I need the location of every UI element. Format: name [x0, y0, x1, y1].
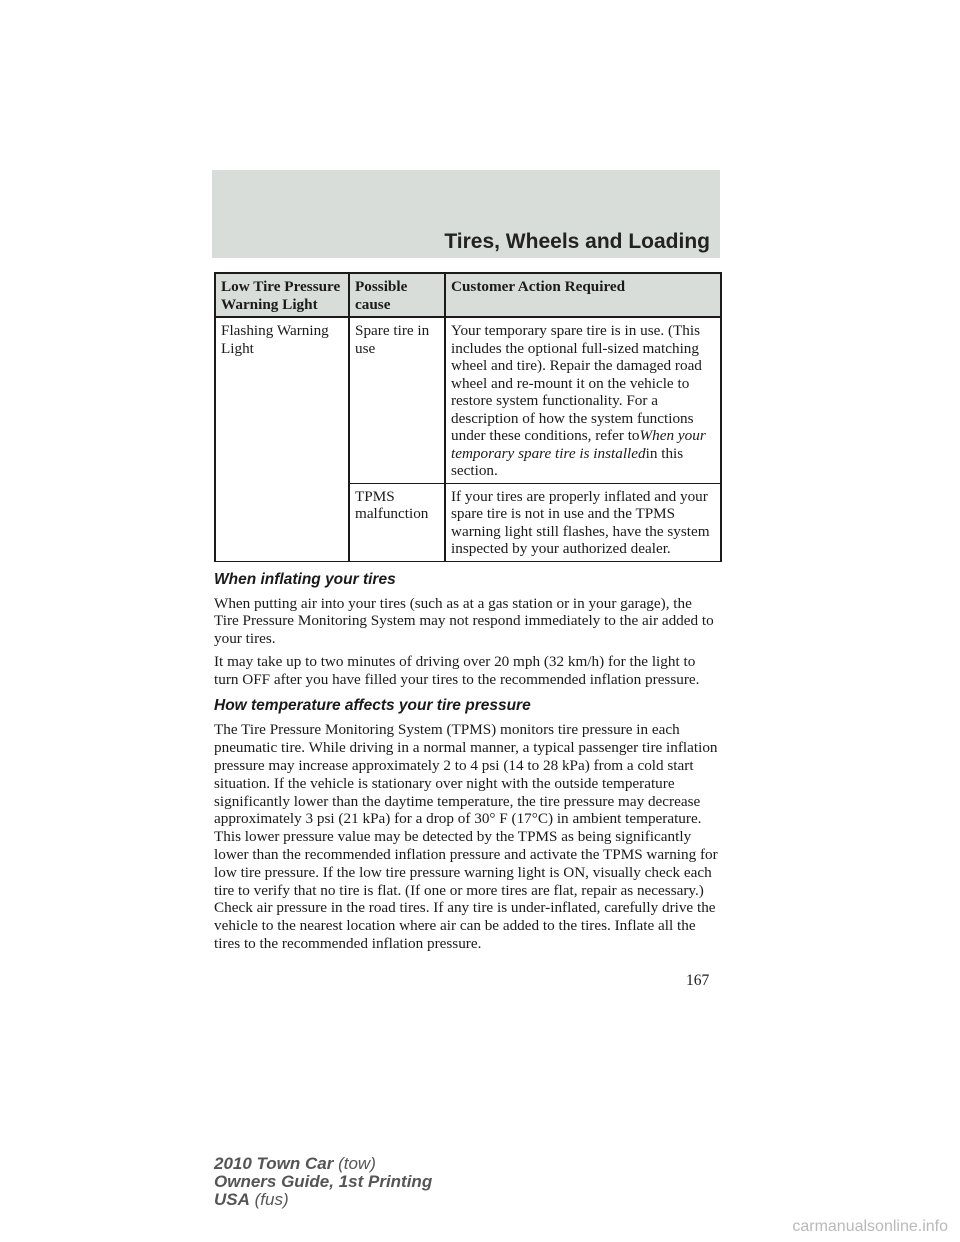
action-spare-tire [445, 317, 721, 483]
action-text: Your temporary spare tire is in use. (This includes the optional full-sized matching wheel and tire). Repair the damaged road wheel and re-mount it on the vehicle to restore system functionality. For a description of how the system functions under these conditions, refer to [451, 322, 702, 444]
header-possible-cause: Possible cause [349, 273, 445, 317]
footer-model: 2010 Town Car [214, 1154, 334, 1173]
table-header-row [215, 273, 721, 317]
cross-reference: When your temporary spare tire is installed [451, 427, 706, 462]
tpms-warning-table [214, 272, 722, 562]
page-content [214, 272, 720, 958]
row-label-flashing: Flashing Warning Light [215, 317, 349, 561]
heading-temperature: How temperature affects your tire pressure [214, 697, 531, 715]
action-tpms-malfunction: If your tires are properly inflated and your spare tire is not in use and the TPMS warning light still flashes, have the system inspected by your authorized dealer. [445, 483, 721, 561]
footer-model-code: (tow) [338, 1154, 376, 1173]
section-header-band [212, 170, 720, 258]
paragraph: It may take up to two minutes of driving over 20 mph (32 km/h) for the light to turn OFF after you have filled your tires to the recommended inflation pressure. [214, 652, 700, 688]
cause-tpms-malfunction: TPMS malfunction [349, 483, 445, 561]
header-warning-light: Low Tire Pressure Warning Light [215, 273, 349, 317]
footer-guide: Owners Guide, 1st Printing [214, 1172, 433, 1191]
footer-region-code: (fus) [254, 1190, 289, 1209]
paragraph: When putting air into your tires (such as at a gas station or in your garage), the Tire Pressure Monitoring System may not respond immediately to the air added to your tires. [214, 594, 714, 648]
section-title: Tires, Wheels and Loading [444, 230, 710, 253]
action-suffix: in this section. [451, 444, 684, 479]
page-number: 167 [686, 972, 710, 989]
watermark: carmanualsonline.info [792, 1218, 948, 1235]
heading-inflating: When inflating your tires [214, 570, 396, 588]
paragraph: The Tire Pressure Monitoring System (TPMS) monitors tire pressure in each pneumatic tire. While driving in a normal manner, a typical passenger tire inflation pressure may increase approximately 2 to 4 psi (14 to 28 kPa) from a cold start situation. If the vehicle is stationary over night with the outside temperature significantly lower than the daytime temperature, the tire pressure may decrease approximately 3 psi (21 kPa) for a drop of 30° F (17°C) in ambient temperature. This lower pressure value may be detected by the TPMS as being significantly lower than the recommended inflation pressure and activate the TPMS warning for low tire pressure. If the low tire pressure warning light is ON, visually check each tire to verify that no tire is flat. (If one or more tires are flat, repair as necessary.) Check air pressure in the road tires. If any tire is under-inflated, carefully drive the vehicle to the nearest location where air can be added to the tires. Inflate all the tires to the recommended inflation pressure. [214, 721, 718, 953]
header-customer-action: Customer Action Required [445, 273, 721, 317]
print-footer [214, 1155, 432, 1209]
table-row [215, 317, 721, 483]
footer-region: USA [214, 1190, 250, 1209]
cause-spare-tire: Spare tire in use [349, 317, 445, 483]
